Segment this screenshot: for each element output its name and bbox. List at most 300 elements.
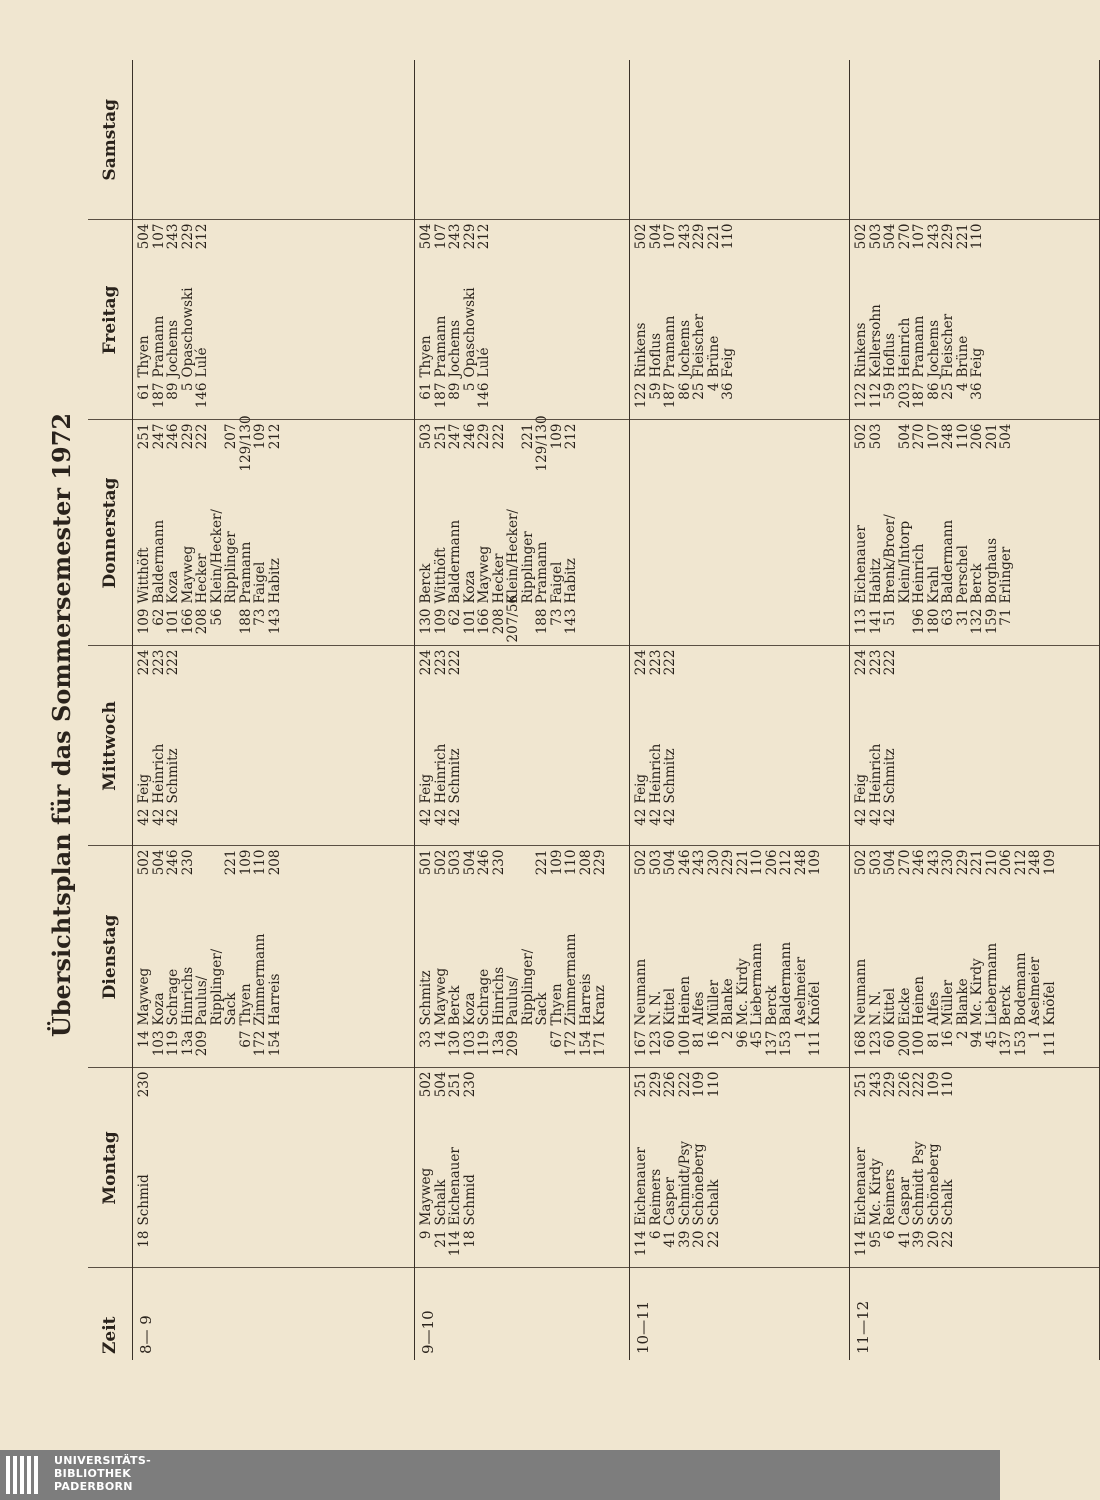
- course-entry: [253, 424, 268, 643]
- room-number: 221: [534, 849, 550, 876]
- lecturer-name: Schmid: [461, 1174, 478, 1226]
- lecturer-name: Schmitz: [882, 748, 898, 804]
- course-number: 96: [734, 1030, 751, 1048]
- room-number: 229: [647, 1071, 664, 1098]
- lecturer-name: N. N.: [647, 990, 664, 1026]
- course-number: 42: [647, 808, 664, 826]
- room-number: 212: [778, 849, 794, 876]
- day-cell-dienstag: [630, 846, 850, 1068]
- course-number: 188: [534, 608, 550, 635]
- room-number: 247: [150, 423, 167, 450]
- course-number: 122: [853, 382, 869, 409]
- lecturer-name: Paulus/: [194, 975, 210, 1026]
- course-number: 60: [882, 1030, 898, 1048]
- lecturer-name: Schalk: [940, 1179, 956, 1226]
- course-number: 42: [136, 808, 152, 826]
- schedule-table-wrapper: [88, 60, 1058, 1360]
- course-entry: [794, 850, 809, 1065]
- room-number: 502: [432, 849, 449, 876]
- course-number: 109: [432, 608, 449, 635]
- course-number: 171: [592, 1030, 608, 1057]
- course-entry: [152, 850, 167, 1065]
- room-number: 107: [662, 223, 678, 250]
- room-number: 224: [136, 649, 152, 676]
- course-number: 100: [911, 1030, 927, 1057]
- course-number: 63: [940, 608, 956, 626]
- lecturer-name: Pramann: [150, 315, 167, 378]
- course-entry: [463, 850, 478, 1065]
- room-number: 503: [647, 849, 664, 876]
- room-number: 129/130: [237, 415, 254, 472]
- room-number: 110: [252, 849, 268, 876]
- room-number: 223: [867, 649, 884, 676]
- header-freitag: Freitag: [88, 220, 133, 420]
- lecturer-name: Schmid: [136, 1174, 152, 1226]
- lecturer-name: Alfes: [691, 991, 707, 1026]
- lecturer-name: Schalk: [705, 1179, 722, 1226]
- lecturer-name: Mayweg: [432, 967, 449, 1026]
- course-entry: [434, 850, 449, 1065]
- room-number: 221: [705, 223, 722, 250]
- course-number: 6: [647, 1230, 664, 1240]
- time-slot-row: [850, 60, 1100, 1360]
- room-number: 109: [252, 423, 268, 450]
- lecturer-name: Feig: [853, 773, 869, 804]
- lecturer-name: Habitz: [867, 558, 884, 604]
- lecturer-name: Heinrich: [911, 543, 927, 604]
- room-number: 210: [983, 849, 1000, 876]
- course-number: 154: [577, 1030, 594, 1057]
- course-number: 45: [749, 1030, 765, 1048]
- course-number: 196: [911, 608, 927, 635]
- course-entry: [883, 1072, 898, 1265]
- room-number: 243: [691, 849, 707, 876]
- room-number: 110: [954, 423, 971, 450]
- course-entry: [419, 224, 434, 417]
- room-number: 229: [476, 423, 492, 450]
- course-number: 31: [954, 608, 971, 626]
- lecturer-name: Eichenauer: [633, 1147, 649, 1226]
- course-entry: [137, 224, 152, 417]
- course-entry: [268, 850, 283, 1065]
- course-number: 39: [911, 1230, 927, 1248]
- lecturer-name: Sack: [223, 992, 239, 1026]
- course-entry: [663, 1072, 678, 1265]
- room-number: 229: [954, 849, 971, 876]
- room-number: 248: [1027, 849, 1043, 876]
- course-number: 123: [647, 1030, 664, 1057]
- course-entry: [492, 424, 507, 643]
- course-number: 67: [237, 1030, 254, 1048]
- room-number: 109: [807, 849, 823, 876]
- course-entry: [237, 415, 254, 643]
- room-number: 229: [461, 223, 478, 250]
- course-entry: [253, 850, 268, 1065]
- lecturer-name: Liebermann: [749, 942, 765, 1026]
- room-number: 504: [882, 849, 898, 876]
- course-number: 132: [969, 608, 985, 635]
- lecturer-name: Borghaus: [983, 537, 1000, 604]
- course-number: 13a: [179, 1030, 196, 1056]
- course-number: 172: [563, 1030, 579, 1057]
- lecturer-name: Berck: [447, 985, 463, 1026]
- course-entry: [869, 224, 884, 417]
- course-entry: [927, 1072, 942, 1265]
- course-entry: [970, 850, 985, 1065]
- lecturer-name: Pramann: [662, 315, 678, 378]
- course-entry: [854, 424, 869, 643]
- course-number: 42: [447, 808, 463, 826]
- course-number: 25: [691, 382, 707, 400]
- lecturer-name: Schmitz: [662, 748, 678, 804]
- course-entry: [434, 424, 449, 643]
- lecturer-name: Berck: [418, 563, 434, 604]
- lecturer-name: Mc. Kirdy: [734, 958, 751, 1026]
- course-number: 20: [691, 1230, 707, 1248]
- lecturer-name: Sack: [534, 992, 550, 1026]
- course-entry: [912, 850, 927, 1065]
- room-number: 502: [136, 849, 152, 876]
- course-number: 42: [165, 808, 181, 826]
- lecturer-name: Zimmermann: [563, 933, 579, 1026]
- course-number: 2: [954, 1030, 971, 1040]
- lecturer-name: Faigel: [252, 561, 268, 604]
- lecturer-name: Blanke: [954, 978, 971, 1026]
- course-entry: [869, 650, 884, 843]
- lecturer-name: Koza: [165, 570, 181, 604]
- course-number: 112: [867, 382, 884, 409]
- lecturer-name: Paulus/: [505, 975, 521, 1026]
- course-entry: [224, 424, 239, 643]
- lecturer-name: Rinkens: [633, 322, 649, 378]
- course-number: 208: [490, 608, 507, 635]
- lecturer-name: Reimers: [882, 1168, 898, 1226]
- course-number: 39: [676, 1230, 693, 1248]
- room-number: 206: [998, 849, 1014, 876]
- room-number: [506, 850, 521, 898]
- room-number: 222: [911, 1071, 927, 1098]
- lecturer-name: Thyen: [136, 335, 152, 378]
- course-entry: [854, 850, 869, 1065]
- course-number: 114: [633, 1230, 649, 1257]
- course-number: 71: [998, 608, 1014, 626]
- course-entry: [692, 850, 707, 1065]
- room-number: 222: [676, 1071, 693, 1098]
- lecturer-name: Schöneberg: [925, 1143, 942, 1226]
- lecturer-name: Lulé: [476, 347, 492, 378]
- room-number: 504: [432, 1071, 449, 1098]
- room-number: 502: [633, 223, 649, 250]
- day-cell-donnerstag: [415, 415, 630, 646]
- day-cell-donnerstag: [630, 420, 850, 646]
- room-number: 229: [720, 849, 736, 876]
- course-entry: [869, 850, 884, 1065]
- course-entry: [448, 1072, 463, 1265]
- lecturer-name: Koza: [461, 570, 478, 604]
- lecturer-name: Kranz: [592, 985, 608, 1026]
- lecturer-name: Hecker: [194, 553, 210, 604]
- lecturer-name: Pramann: [432, 315, 449, 378]
- room-number: 243: [676, 223, 693, 250]
- lecturer-name: Schalk: [432, 1179, 449, 1226]
- day-cell-dienstag: [133, 846, 415, 1068]
- course-number: 159: [983, 608, 1000, 635]
- lecturer-name: Witthöft: [136, 547, 152, 604]
- course-entry: [941, 850, 956, 1065]
- lecturer-name: Mayweg: [476, 545, 492, 604]
- course-number: 36: [969, 382, 985, 400]
- course-entry: [477, 424, 492, 643]
- lecturer-name: Ripplinger/: [208, 948, 225, 1026]
- room-number: 251: [633, 1071, 649, 1098]
- course-number: 18: [136, 1230, 152, 1248]
- room-number: 223: [150, 649, 167, 676]
- course-entry: [166, 224, 181, 417]
- course-number: 209: [194, 1030, 210, 1057]
- course-number: 2: [720, 1030, 736, 1040]
- day-cell-samstag: [630, 60, 850, 220]
- course-entry: [736, 850, 751, 1065]
- lecturer-name: Liebermann: [983, 942, 1000, 1026]
- course-entry: [137, 424, 152, 643]
- lecturer-name: Zimmermann: [252, 933, 268, 1026]
- course-entry: [1028, 850, 1043, 1065]
- header-samstag: Samstag: [88, 60, 133, 220]
- course-entry: [463, 224, 478, 417]
- room-number: 502: [853, 849, 869, 876]
- course-number: 141: [867, 608, 884, 635]
- course-number: [521, 604, 536, 643]
- room-number: 251: [432, 423, 449, 450]
- schedule-body: [133, 60, 1100, 1360]
- library-name-line3: PADERBORN: [54, 1480, 133, 1493]
- room-number: 224: [633, 649, 649, 676]
- time-slot-row: [133, 60, 415, 1360]
- lecturer-name: Alfes: [925, 991, 942, 1026]
- lecturer-name: Schöneberg: [691, 1143, 707, 1226]
- room-number: 107: [432, 223, 449, 250]
- room-number: 247: [447, 423, 463, 450]
- lecturer-name: Thyen: [237, 983, 254, 1026]
- course-entry: [898, 1072, 913, 1265]
- room-number: 270: [911, 423, 927, 450]
- course-entry: [649, 1072, 664, 1265]
- course-entry: [956, 224, 971, 417]
- room-number: 502: [418, 1071, 434, 1098]
- course-entry: [927, 850, 942, 1065]
- lecturer-name: Mayweg: [136, 967, 152, 1026]
- lecturer-name: Kittel: [662, 987, 678, 1026]
- lecturer-name: Lulé: [194, 347, 210, 378]
- course-number: 114: [447, 1230, 463, 1257]
- course-number: 4: [954, 382, 971, 392]
- course-number: 103: [150, 1030, 167, 1057]
- room-number: [883, 424, 898, 472]
- course-entry: [941, 424, 956, 643]
- lecturer-name: Harreis: [266, 973, 283, 1026]
- room-number: 110: [940, 1071, 956, 1098]
- course-number: 187: [911, 382, 927, 409]
- room-number: 110: [969, 223, 985, 250]
- lecturer-name: Berck: [763, 985, 780, 1026]
- course-entry: [419, 1072, 434, 1265]
- lecturer-name: Koza: [461, 992, 478, 1026]
- lecturer-name: Heinrich: [867, 743, 884, 804]
- lecturer-name: Feig: [633, 773, 649, 804]
- course-entry: [195, 850, 210, 1065]
- room-number: 504: [896, 423, 913, 450]
- lecturer-name: Feig: [969, 347, 985, 378]
- lecturer-name: Ripplinger/: [519, 948, 536, 1026]
- room-number: 221: [519, 423, 536, 450]
- course-entry: [634, 850, 649, 1065]
- course-entry: [692, 224, 707, 417]
- lecturer-name: Eichenauer: [447, 1147, 463, 1226]
- room-number: [210, 850, 225, 898]
- room-number: 222: [194, 423, 210, 450]
- lecturer-name: Eicke: [896, 987, 913, 1026]
- lecturer-name: Koza: [150, 992, 167, 1026]
- lecturer-name: Heinen: [911, 976, 927, 1026]
- room-number: 504: [418, 223, 434, 250]
- course-number: 14: [432, 1030, 449, 1048]
- room-number: 206: [969, 423, 985, 450]
- course-entry: [448, 850, 463, 1065]
- course-number: 101: [165, 608, 181, 635]
- room-number: 251: [136, 423, 152, 450]
- course-number: [898, 604, 913, 643]
- lecturer-name: Feig: [720, 347, 736, 378]
- course-entry: [721, 224, 736, 417]
- course-entry: [634, 650, 649, 843]
- header-zeit: Zeit: [88, 1268, 133, 1360]
- course-entry: [912, 224, 927, 417]
- lecturer-name: Opaschowski: [461, 287, 478, 378]
- course-number: 123: [867, 1030, 884, 1057]
- room-number: 503: [867, 423, 884, 450]
- course-number: 209: [505, 1030, 521, 1057]
- course-number: 187: [432, 382, 449, 409]
- course-number: 45: [983, 1030, 1000, 1048]
- room-number: 109: [1041, 849, 1058, 876]
- header-mittwoch: Mittwoch: [88, 646, 133, 846]
- course-entry: [956, 424, 971, 643]
- course-entry: [195, 424, 210, 643]
- course-entry: [535, 850, 550, 1065]
- lecturer-name: Heinrich: [150, 743, 167, 804]
- room-number: 503: [418, 423, 434, 450]
- room-number: 201: [983, 423, 1000, 450]
- room-number: 502: [853, 423, 869, 450]
- course-number: 146: [476, 382, 492, 409]
- lecturer-name: Neumann: [633, 958, 649, 1026]
- lecturer-name: Mc. Kirdy: [867, 1158, 884, 1226]
- day-cell-montag: [133, 1068, 415, 1268]
- course-number: 1: [792, 1030, 809, 1040]
- lecturer-name: Baldermann: [447, 519, 463, 604]
- course-entry: [808, 850, 823, 1065]
- course-entry: [663, 650, 678, 843]
- course-number: 22: [705, 1230, 722, 1248]
- course-entry: [181, 850, 196, 1065]
- room-number: 222: [447, 649, 463, 676]
- lecturer-name: Klein/Hecker/: [208, 509, 225, 604]
- course-number: 143: [563, 608, 579, 635]
- course-number: 95: [867, 1230, 884, 1248]
- course-entry: [956, 850, 971, 1065]
- room-number: 109: [691, 1071, 707, 1098]
- day-cell-montag: [630, 1068, 850, 1268]
- lecturer-name: Hoflus: [882, 332, 898, 378]
- course-entry: [448, 424, 463, 643]
- course-entry: [649, 650, 664, 843]
- lecturer-name: Schmidt/Psy: [676, 1140, 693, 1226]
- lecturer-name: Faigel: [548, 561, 565, 604]
- room-number: 222: [662, 649, 678, 676]
- course-entry: [779, 850, 794, 1065]
- lecturer-name: Habitz: [266, 558, 283, 604]
- room-number: 229: [592, 849, 608, 876]
- lecturer-name: Reimers: [647, 1168, 664, 1226]
- course-number: 100: [676, 1030, 693, 1057]
- course-number: 59: [882, 382, 898, 400]
- header-donnerstag: Donnerstag: [88, 420, 133, 646]
- room-number: 504: [647, 223, 664, 250]
- course-entry: [707, 850, 722, 1065]
- header-montag: Montag: [88, 1068, 133, 1268]
- course-number: 89: [447, 382, 463, 400]
- room-number: 504: [150, 849, 167, 876]
- lecturer-name: N. N.: [867, 990, 884, 1026]
- course-entry: [941, 224, 956, 417]
- course-entry: [869, 1072, 884, 1265]
- course-number: 153: [1012, 1030, 1029, 1057]
- lecturer-name: Schmidt Psy: [911, 1141, 927, 1226]
- course-number: [210, 1026, 225, 1065]
- lecturer-name: Eichenauer: [853, 1147, 869, 1226]
- course-number: 130: [418, 608, 434, 635]
- course-entry: [477, 850, 492, 1065]
- room-number: 221: [223, 849, 239, 876]
- course-entry: [927, 224, 942, 417]
- course-number: 20: [925, 1230, 942, 1248]
- course-entry: [550, 424, 565, 643]
- day-cell-dienstag: [850, 846, 1100, 1068]
- course-number: 41: [896, 1230, 913, 1248]
- lecturer-name: Jochems: [165, 319, 181, 378]
- library-name-line2: BIBLIOTHEK: [54, 1467, 132, 1480]
- course-entry: [166, 850, 181, 1065]
- course-entry: [448, 224, 463, 417]
- course-number: 51: [882, 608, 898, 626]
- course-number: 14: [136, 1030, 152, 1048]
- course-number: 41: [662, 1230, 678, 1248]
- lecturer-name: Neumann: [853, 958, 869, 1026]
- course-entry: [927, 424, 942, 643]
- course-number: 111: [807, 1030, 823, 1057]
- course-number: [224, 604, 239, 643]
- lecturer-name: Perschel: [954, 545, 971, 604]
- lecturer-name: Schrage: [165, 968, 181, 1026]
- room-number: 212: [194, 223, 210, 250]
- course-number: 109: [136, 608, 152, 635]
- lecturer-name: Thyen: [418, 335, 434, 378]
- room-number: [506, 424, 521, 472]
- course-entry: [181, 224, 196, 417]
- day-cell-freitag: [630, 220, 850, 420]
- room-number: [210, 424, 225, 472]
- lecturer-name: Baldermann: [940, 519, 956, 604]
